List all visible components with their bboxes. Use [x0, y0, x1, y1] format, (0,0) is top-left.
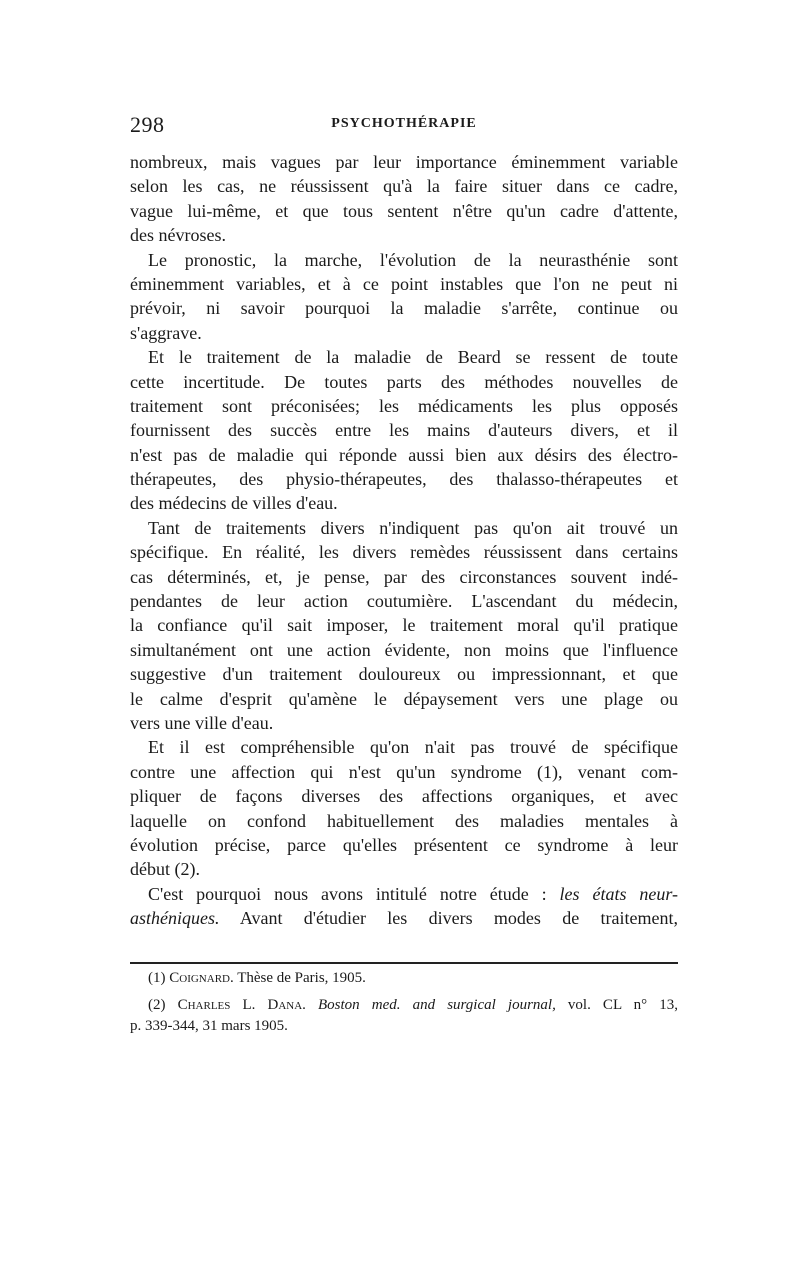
- footnote-2-continuation: p. 339-344, 31 mars 1905.: [130, 1018, 288, 1034]
- text-line: asthéniques. Avant d'étudier les divers modes de traitement,: [130, 908, 678, 929]
- footnote-journal: Boston med. and surgical journal,: [305, 997, 556, 1013]
- footnote-text: vol. CL n° 13,: [555, 997, 678, 1013]
- text-line: la confiance qu'il sait imposer, le traitement moral qu'il pratique: [130, 615, 678, 636]
- running-head: [130, 112, 678, 142]
- text-line: prévoir, ni savoir pourquoi la maladie s'arrête, continue ou: [130, 298, 678, 319]
- text-line: début (2).: [130, 859, 200, 880]
- footnote-divider: [130, 962, 678, 964]
- text-line: thérapeutes, des physio-thérapeutes, des thalasso-thérapeutes et: [130, 469, 678, 490]
- text-line: nombreux, mais vagues par leur importance éminemment variable: [130, 152, 678, 172]
- text-line: éminemment variables, et à ce point instables que l'on ne peut ni: [130, 273, 678, 294]
- footnote-text: Thèse de Paris, 1905.: [233, 970, 366, 986]
- page-number: 298: [130, 112, 165, 137]
- text-line: Le pronostic, la marche, l'évolution de la neurasthénie sont: [148, 249, 678, 270]
- text-line: le calme d'esprit qu'amène le dépaysement vers une plage ou: [130, 688, 678, 709]
- footnotes: [130, 968, 678, 1037]
- text-line: Tant de traitements divers n'indiquent pas qu'on ait trouvé un: [148, 517, 678, 538]
- text-line: selon les cas, ne réussissent qu'à la faire situer dans ce cadre,: [130, 176, 678, 197]
- text-line: des névroses.: [130, 225, 226, 246]
- text-line: vers une ville d'eau.: [130, 712, 274, 733]
- text-line: cette incertitude. De toutes parts des méthodes nouvelles de: [130, 371, 678, 392]
- text-line: vague lui-même, et que tous sentent n'être qu'un cadre d'attente,: [130, 200, 678, 221]
- text-line: simultanément ont une action évidente, non moins que l'influence: [130, 639, 678, 660]
- footnote-2: [130, 995, 678, 1016]
- text-line: pliquer de façons diverses des affections organiques, et avec: [130, 786, 678, 807]
- text-line: suggestive d'un traitement douloureux ou impressionnant, et que: [130, 664, 678, 685]
- text-line: contre une affection qui n'est qu'un syndrome (1), venant com-: [130, 761, 678, 782]
- footnote-author: Charles L. Dana.: [177, 997, 306, 1013]
- body-text: [130, 150, 678, 931]
- running-title: PSYCHOTHÉRAPIE: [331, 116, 477, 131]
- text-line: pendantes de leur action coutumière. L'ascendant du médecin,: [130, 591, 678, 612]
- italic-title: asthéniques.: [130, 908, 220, 929]
- text-line: laquelle on confond habituellement des maladies mentales à: [130, 810, 678, 831]
- text-line: spécifique. En réalité, les divers remèdes réussissent dans certains: [130, 542, 678, 563]
- text-line: évolution précise, parce qu'elles présentent ce syndrome à leur: [130, 834, 678, 855]
- text-line: traitement sont préconisées; les médicaments les plus opposés: [130, 395, 678, 416]
- text-line: des médecins de villes d'eau.: [130, 493, 338, 514]
- footnote-author: Coignard.: [169, 970, 234, 986]
- footnote-marker: (2): [148, 997, 178, 1013]
- text-line: n'est pas de maladie qui réponde aussi bien aux désirs des électro-: [130, 444, 678, 465]
- footnote-marker: (1): [148, 970, 170, 986]
- text-line: fournissent des succès entre les mains d'auteurs divers, et il: [130, 420, 678, 441]
- text-line: cas déterminés, et, je pense, par des circonstances souvent indé-: [130, 566, 678, 587]
- text-line: C'est pourquoi nous avons intitulé notre étude : les états neur-: [148, 883, 679, 904]
- italic-title: les états neur-: [559, 883, 679, 904]
- footnote-1: [130, 968, 678, 989]
- text-line: Et le traitement de la maladie de Beard se ressent de toute: [148, 347, 678, 368]
- text-line: s'aggrave.: [130, 322, 202, 343]
- text-line: Et il est compréhensible qu'on n'ait pas trouvé de spécifique: [148, 737, 678, 758]
